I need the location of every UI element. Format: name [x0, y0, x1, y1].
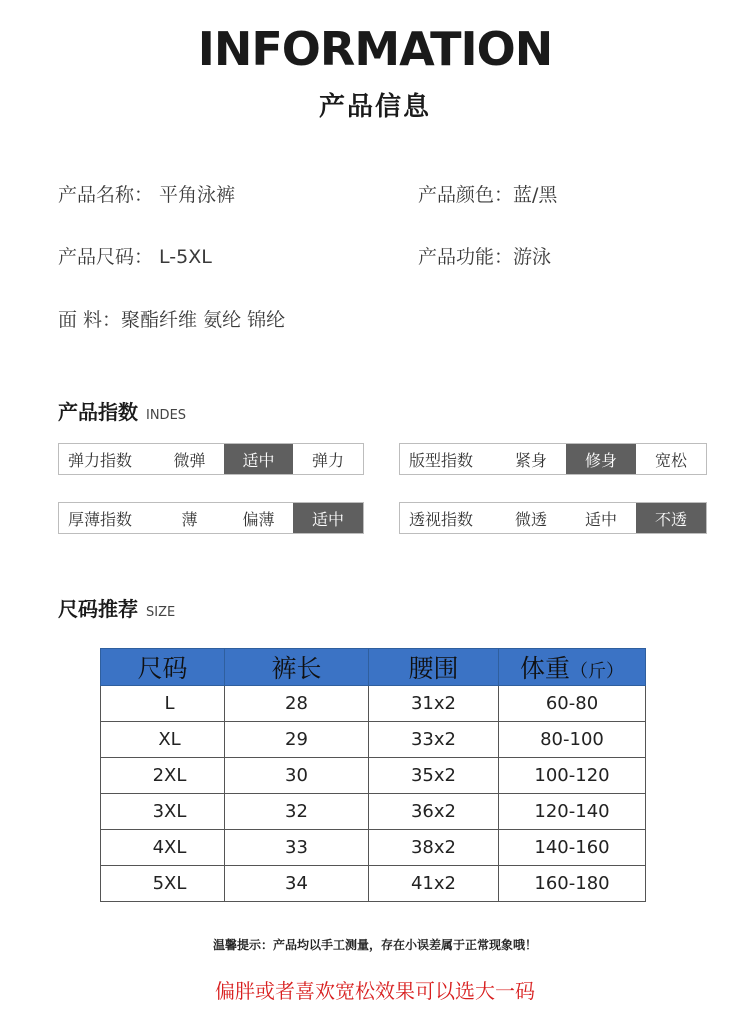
- table-cell: 100-120: [499, 758, 646, 794]
- index-label: 厚薄指数: [68, 509, 133, 529]
- index-section-title: [58, 396, 186, 425]
- header-weight-unit: （斤）: [570, 661, 624, 682]
- size-section-title: [58, 593, 175, 622]
- index-box-fit: [399, 443, 707, 475]
- info-product-color: 产品颜色：蓝/黑: [418, 184, 558, 206]
- index-option-selected: 适中: [293, 503, 363, 533]
- table-cell: 80-100: [499, 722, 646, 758]
- size-title-en: SIZE: [146, 605, 176, 620]
- index-label: 透视指数: [409, 509, 474, 529]
- table-cell: 32: [225, 794, 369, 830]
- page-title-cn: 产品信息: [318, 92, 431, 122]
- table-cell: 29: [225, 722, 369, 758]
- table-cell: 36x2: [369, 794, 499, 830]
- info-product-function: 产品功能：游泳: [418, 246, 552, 268]
- table-row: [101, 830, 646, 866]
- table-cell: 60-80: [499, 686, 646, 722]
- index-option-selected: 不透: [636, 503, 706, 533]
- index-option-selected: 适中: [224, 444, 293, 474]
- index-box-elasticity: [58, 443, 364, 475]
- table-cell: 30: [225, 758, 369, 794]
- header-size: 尺码: [101, 649, 225, 686]
- index-option: 偏薄: [242, 509, 275, 529]
- index-title-en: INDES: [146, 408, 187, 423]
- table-cell: 160-180: [499, 866, 646, 902]
- table-cell: 2XL: [101, 758, 225, 794]
- size-table-header: [101, 649, 646, 686]
- measurement-note: 温馨提示：产品均以手工测量，存在小误差属于正常现象哦！: [212, 938, 537, 952]
- index-box-transparency: [399, 502, 707, 534]
- table-cell: 33x2: [369, 722, 499, 758]
- table-cell: 33: [225, 830, 369, 866]
- size-tip: 偏胖或者喜欢宽松效果可以选大一码: [215, 979, 535, 1003]
- table-row: [101, 758, 646, 794]
- header-length: 裤长: [225, 649, 369, 686]
- table-cell: 31x2: [369, 686, 499, 722]
- table-cell: 4XL: [101, 830, 225, 866]
- index-label: 版型指数: [409, 450, 474, 470]
- page-title-en: INFORMATION: [197, 22, 553, 76]
- table-cell: 41x2: [369, 866, 499, 902]
- header-weight: [499, 649, 646, 686]
- index-option: 薄: [181, 509, 198, 529]
- table-cell: 28: [225, 686, 369, 722]
- index-option: 适中: [584, 509, 617, 529]
- info-product-size: 产品尺码： L-5XL: [58, 246, 212, 268]
- table-row: [101, 794, 646, 830]
- index-label: 弹力指数: [68, 450, 133, 470]
- table-row: [101, 722, 646, 758]
- table-cell: L: [101, 686, 225, 722]
- size-title-cn: 尺码推荐: [58, 597, 138, 621]
- header-weight-label: 体重: [519, 654, 570, 683]
- header-waist: 腰围: [369, 649, 499, 686]
- index-title-cn: 产品指数: [58, 400, 138, 424]
- index-box-thickness: [58, 502, 364, 534]
- table-cell: 38x2: [369, 830, 499, 866]
- index-option: 紧身: [514, 450, 547, 470]
- table-cell: 140-160: [499, 830, 646, 866]
- table-cell: 34: [225, 866, 369, 902]
- table-row: [101, 686, 646, 722]
- table-cell: 5XL: [101, 866, 225, 902]
- info-product-name: 产品名称： 平角泳裤: [58, 184, 236, 206]
- table-cell: 3XL: [101, 794, 225, 830]
- table-row: [101, 866, 646, 902]
- info-product-fabric: 面 料：聚酯纤维 氨纶 锦纶: [58, 309, 286, 331]
- size-table: [100, 648, 646, 902]
- table-cell: 120-140: [499, 794, 646, 830]
- index-option: 宽松: [654, 450, 687, 470]
- table-cell: 35x2: [369, 758, 499, 794]
- index-option: 微弹: [173, 450, 206, 470]
- index-option: 微透: [514, 509, 547, 529]
- index-option-selected: 修身: [566, 444, 636, 474]
- table-cell: XL: [101, 722, 225, 758]
- index-option: 弹力: [311, 450, 344, 470]
